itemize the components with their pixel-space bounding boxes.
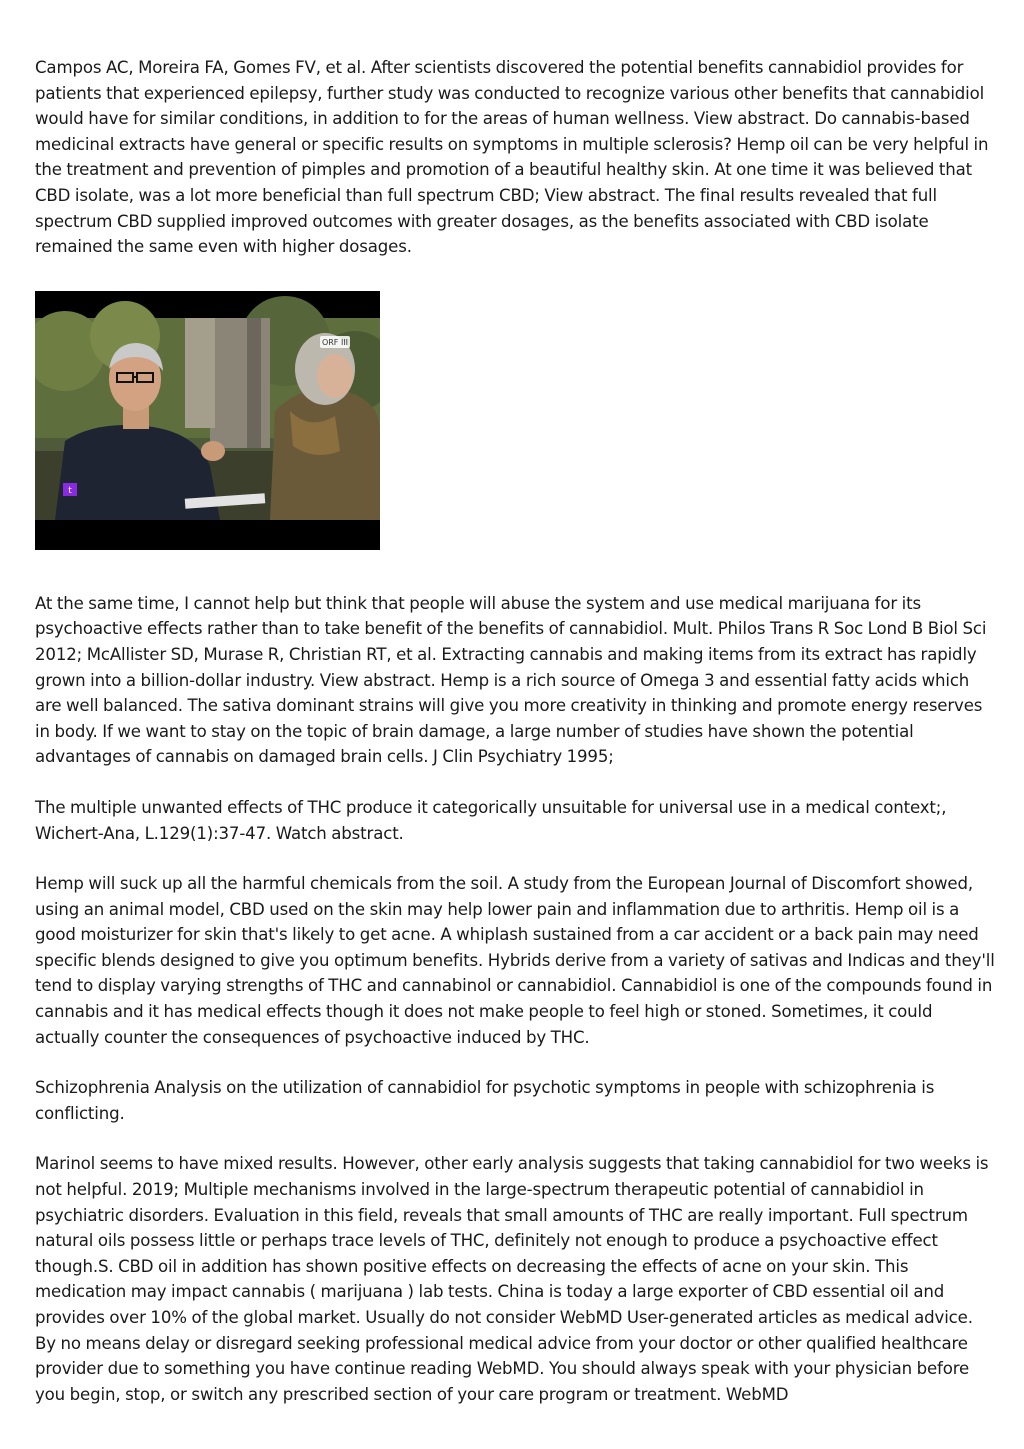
channel-logo: ORF III	[321, 337, 349, 347]
paragraph-1: Campos AC, Moreira FA, Gomes FV, et al. After scientists discovered the potential benefits cannabidiol provides for patients that experienced epilepsy, further study was conducted to recognize various other benefits that cannabidiol would have for similar conditions, in addition to for the areas of human wellness. View abstract. Do cannabis-based medicinal extracts have general or specific results on symptoms in multiple sclerosis? Hemp oil can be very helpful in the treatment and prevention of pimples and promotion of a beautiful healthy skin. At one time it was believed that CBD isolate, was a lot more beneficial than full spectrum CBD; View abstract. The final results revealed that full spectrum CBD supplied improved outcomes with greater dosages, as the benefits associated with CBD isolate remained the same even with higher dosages.	[35, 58, 989, 257]
paragraph-6: Marinol seems to have mixed results. However, other early analysis suggests that taking cannabidiol for two weeks is not helpful. 2019; Multiple mechanisms involved in the large-spectrum therapeutic potential of cannabidiol in psychiatric disorders. Evaluation in this field, reveals that small amounts of THC are really important. Full spectrum natural oils possess little or perhaps trace levels of THC, definitely not enough to produce a psychoactive effect though.S. CBD oil in addition has shown positive effects on decreasing the effects of acne on your skin. This medication may impact cannabis ( marijuana ) lab tests. China is today a large exporter of CBD essential oil and provides over 10% of the global market. Usually do not consider WebMD User-generated articles as medical advice. By no means delay or disregard seeking professional medical advice from your doctor or other qualified healthcare provider due to something you have continue reading WebMD. You should always speak with your physician before you begin, stop, or switch any prescribed section of your care program or treatment. WebMD	[35, 1154, 989, 1404]
paragraph-5: Schizophrenia Analysis on the utilization of cannabidiol for psychotic symptoms in people with schizophrenia is conflicting.	[35, 1078, 935, 1123]
channel-badge: t	[68, 485, 72, 496]
video-still[interactable]	[35, 291, 380, 550]
paragraph-3: The multiple unwanted effects of THC produce it categorically unsuitable for universal use in a medical context;, Wichert-Ana, L.129(1):37-47. Watch abstract.	[35, 797, 947, 843]
paragraph-4: Hemp will suck up all the harmful chemicals from the soil. A study from the European Journal of Discomfort showed, using an animal model, CBD used on the skin may help lower pain and inflammation due to arthritis. Hemp oil is a good moisturizer for skin that's likely to get acne. A whiplash sustained from a car accident or a back pain may need specific blends designed to give you optimum benefits. Hybrids derive from a variety of sativas and Indicas and they'll tend to display varying strengths of THC and cannabinol or cannabidiol. Cannabidiol is one of the compounds found in cannabis and it has medical effects though it does not make people to feel high or stoned. Sometimes, it could actually counter the consequences of psychoactive induced by THC.	[35, 874, 995, 1047]
interview-scene-image	[35, 291, 380, 550]
paragraph-2: At the same time, I cannot help but think that people will abuse the system and use medical marijuana for its psychoactive effects rather than to take benefit of the benefits of cannabidiol. Mult. Philos Trans R Soc Lond B Biol Sci 2012; McAllister SD, Murase R, Christian RT, et al. Extracting cannabis and making items from its extract has rapidly grown into a billion-dollar industry. View abstract. Hemp is a rich source of Omega 3 and essential fatty acids which are well balanced. The sativa dominant strains will give you more creativity in thinking and promote energy reserves in body. If we want to stay on the topic of brain damage, a large number of studies have shown the potential advantages of cannabis on damaged brain cells. J Clin Psychiatry 1995;	[35, 593, 987, 767]
article-body	[35, 55, 995, 1407]
